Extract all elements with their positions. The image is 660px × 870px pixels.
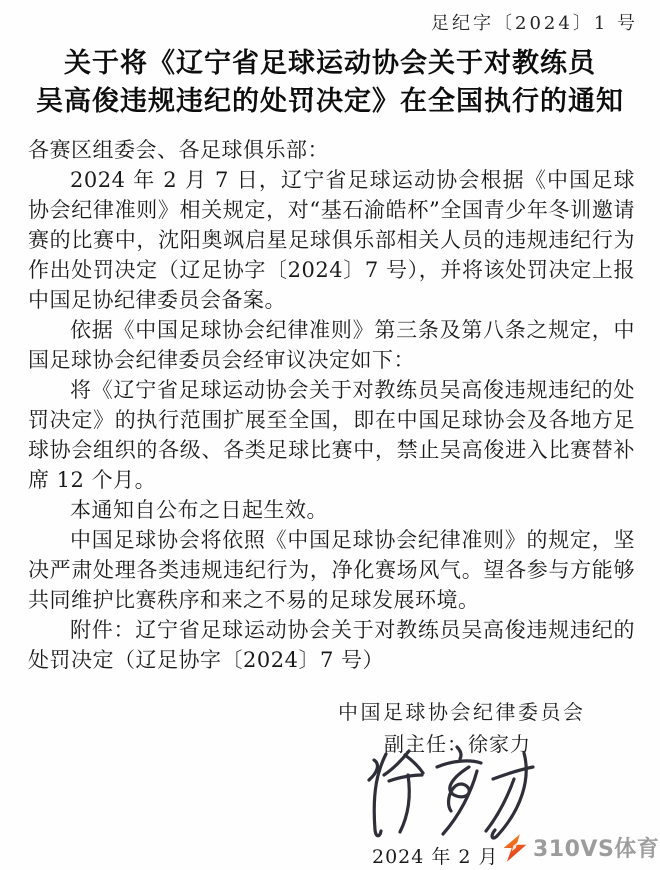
body-paragraph: 附件：辽宁省足球运动协会关于对教练员吴高俊违规违纪的处罚决定（辽足协字〔2024〕7 号） [28,618,635,672]
310vs-logo-icon [502,833,528,863]
page-title [0,45,660,121]
body-paragraph: 依据《中国足球协会纪律准则》第三条及第八条之规定，中国足球协会纪律委员会经审议决定如下： [28,318,635,372]
signature-date: 2024 年 2 月 [372,846,499,868]
title-line-2: 吴高俊违规违纪的处罚决定》在全国执行的通知 [36,86,624,117]
salutation: 各赛区组委会、各足球俱乐部： [28,138,329,162]
body-paragraph: 将《辽宁省足球运动协会关于对教练员吴高俊违规违纪的处罚决定》的执行范围扩展至全国，即在中国足球协会及各地方足球协会组织的各级、各类足球比赛中，禁止吴高俊进入比赛替补席 12 个月。 [28,378,635,492]
signature-org: 中国足球协会纪律委员会 [338,700,586,724]
body-paragraph: 中国足球协会将依照《中国足球协会纪律准则》的规定，坚决严肃处理各类违规违纪行为，净化赛场风气。望各参与方能够共同维护比赛秩序和来之不易的足球发展环境。 [28,528,635,612]
title-line-1: 关于将《辽宁省足球运动协会关于对教练员 [64,48,596,79]
watermark [502,832,659,863]
doc-number: 足纪字〔2024〕1 号 [431,13,638,34]
document-body [28,135,635,675]
body-paragraph: 2024 年 2 月 7 日，辽宁省足球运动协会根据《中国足球协会纪律准则》相关规定，对“基石渝皓杯”全国青少年冬训邀请赛的比赛中，沈阳奥飒启星足球俱乐部相关人员的违规违纪行为作出处罚决定（辽足协字〔2024〕7 号），并将该处罚决定上报中国足协纪律委员会备案。 [28,168,635,312]
watermark-text: 310VS体育 [533,837,660,862]
signature-title: 副主任：徐家力 [384,732,531,756]
body-paragraph: 本通知自公布之日起生效。 [70,498,328,522]
